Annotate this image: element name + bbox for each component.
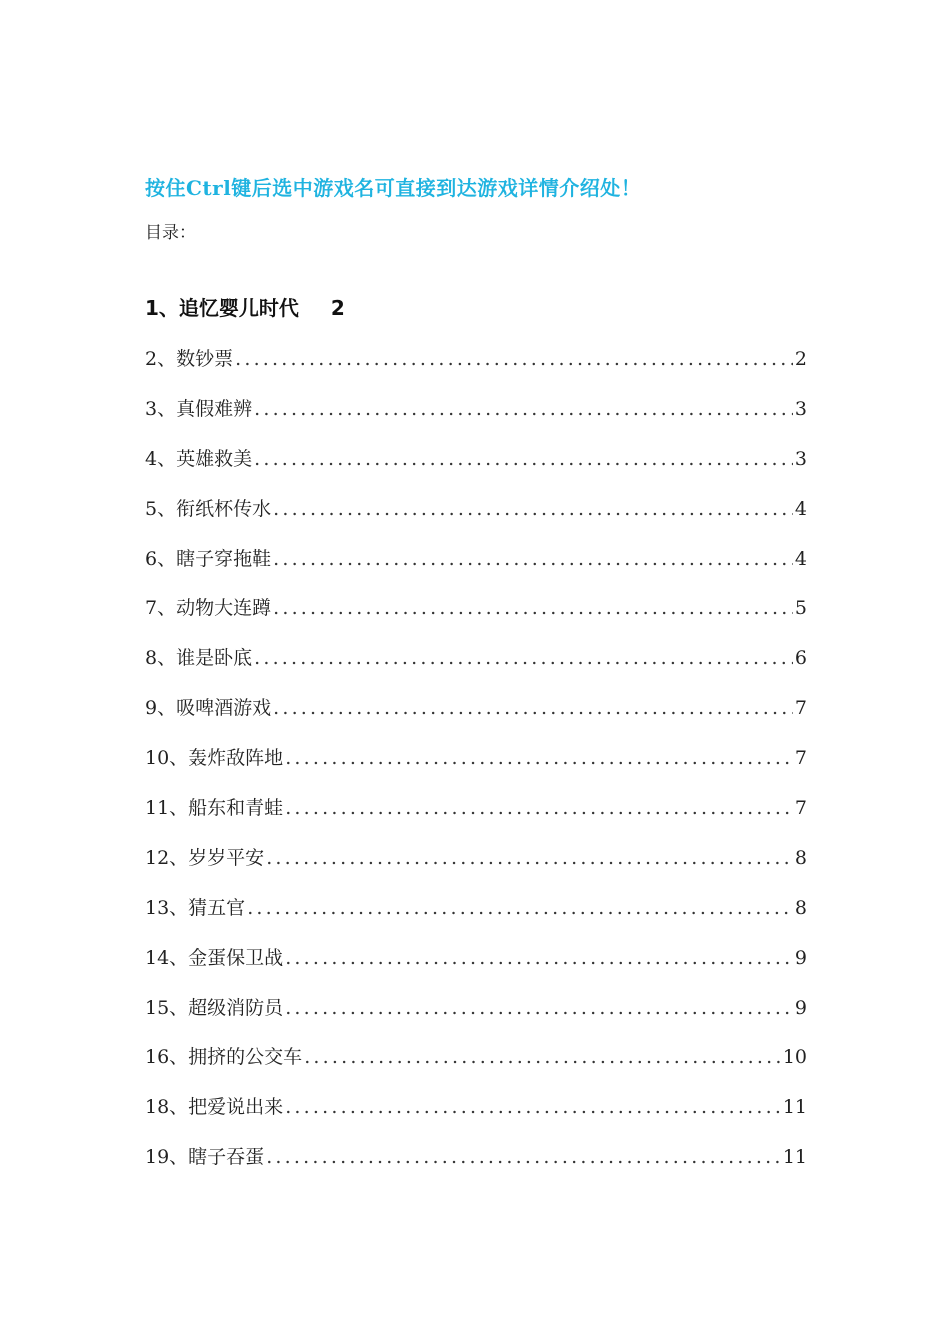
- toc-entry-page: 11: [782, 1096, 807, 1119]
- dot-leader: [273, 498, 793, 520]
- toc-entry[interactable]: [145, 843, 807, 893]
- toc-entry-heading[interactable]: [145, 292, 345, 321]
- toc-entry-page: 7: [794, 797, 807, 820]
- toc-entry[interactable]: [145, 943, 807, 993]
- toc-list: [145, 344, 807, 1192]
- toc-entry-page: 6: [794, 647, 807, 670]
- toc-entry-page: 3: [794, 397, 807, 420]
- toc-entry[interactable]: [145, 344, 807, 394]
- toc-entry-page: 4: [794, 497, 807, 520]
- dot-leader: [266, 1146, 781, 1168]
- toc-entry[interactable]: [145, 693, 807, 743]
- dot-leader: [254, 398, 793, 420]
- toc-entry-title[interactable]: 15、超级消防员: [145, 996, 284, 1019]
- toc-entry-title[interactable]: 11、船东和青蛙: [145, 797, 284, 820]
- toc-entry-title[interactable]: 12、岁岁平安: [145, 846, 265, 869]
- toc-entry[interactable]: [145, 993, 807, 1043]
- toc-entry-page: 11: [782, 1146, 807, 1169]
- toc-entry-page: 9: [794, 946, 807, 969]
- toc-entry-page: 10: [782, 1046, 807, 1069]
- dot-leader: [304, 1046, 781, 1068]
- toc-entry[interactable]: [145, 1042, 807, 1092]
- toc-entry-page: 7: [794, 747, 807, 770]
- toc-entry-page: 8: [794, 896, 807, 919]
- toc-entry-title[interactable]: 14、金蛋保卫战: [145, 946, 284, 969]
- dot-leader: [285, 797, 793, 819]
- dot-leader: [273, 697, 793, 719]
- toc-entry-title[interactable]: 4、英雄救美: [145, 447, 253, 470]
- toc-entry-title[interactable]: 16、拥挤的公交车: [145, 1046, 303, 1069]
- instruction-text: 按住Ctrl键后选中游戏名可直接到达游戏详情介绍处！: [145, 176, 642, 200]
- dot-leader: [285, 997, 793, 1019]
- toc-entry-title[interactable]: 19、瞎子吞蛋: [145, 1146, 265, 1169]
- dot-leader: [235, 348, 793, 370]
- toc-entry-title[interactable]: 3、真假难辨: [145, 397, 253, 420]
- toc-entry-title[interactable]: 18、把爱说出来: [145, 1096, 284, 1119]
- toc-entry-page: 5: [794, 597, 807, 620]
- toc-entry-page: 9: [794, 996, 807, 1019]
- dot-leader: [247, 897, 793, 919]
- toc-entry[interactable]: [145, 793, 807, 843]
- dot-leader: [266, 847, 793, 869]
- toc-entry[interactable]: [145, 394, 807, 444]
- dot-leader: [273, 597, 793, 619]
- toc-entry-title[interactable]: 6、瞎子穿拖鞋: [145, 547, 272, 570]
- toc-entry-title[interactable]: 8、谁是卧底: [145, 647, 253, 670]
- toc-entry-title[interactable]: 9、吸啤酒游戏: [145, 697, 272, 720]
- toc-entry[interactable]: [145, 643, 807, 693]
- toc-entry[interactable]: [145, 544, 807, 594]
- toc-entry-title[interactable]: 5、衔纸杯传水: [145, 497, 272, 520]
- toc-entry[interactable]: [145, 893, 807, 943]
- toc-entry-page: 4: [794, 547, 807, 570]
- toc-entry-title[interactable]: 7、动物大连蹲: [145, 597, 272, 620]
- toc-entry-title[interactable]: 10、轰炸敌阵地: [145, 747, 284, 770]
- toc-entry[interactable]: [145, 593, 807, 643]
- toc-entry[interactable]: [145, 1142, 807, 1192]
- toc-entry-page: 7: [794, 697, 807, 720]
- toc-entry-title[interactable]: 13、猜五官: [145, 896, 246, 919]
- toc-label: 目录：: [145, 223, 196, 243]
- toc-entry[interactable]: [145, 444, 807, 494]
- toc-entry[interactable]: [145, 743, 807, 793]
- toc-entry-page: 2: [330, 296, 345, 320]
- dot-leader: [285, 947, 793, 969]
- toc-entry-page: 8: [794, 846, 807, 869]
- toc-entry-page: 2: [794, 348, 807, 370]
- toc-entry-title[interactable]: 1、追忆婴儿时代: [145, 296, 299, 320]
- dot-leader: [285, 747, 793, 769]
- toc-entry[interactable]: [145, 1092, 807, 1142]
- toc-entry-title[interactable]: 2、数钞票: [145, 348, 234, 370]
- toc-entry-page: 3: [794, 447, 807, 470]
- dot-leader: [273, 548, 793, 570]
- dot-leader: [254, 647, 793, 669]
- dot-leader: [254, 448, 793, 470]
- toc-entry[interactable]: [145, 494, 807, 544]
- dot-leader: [285, 1096, 781, 1118]
